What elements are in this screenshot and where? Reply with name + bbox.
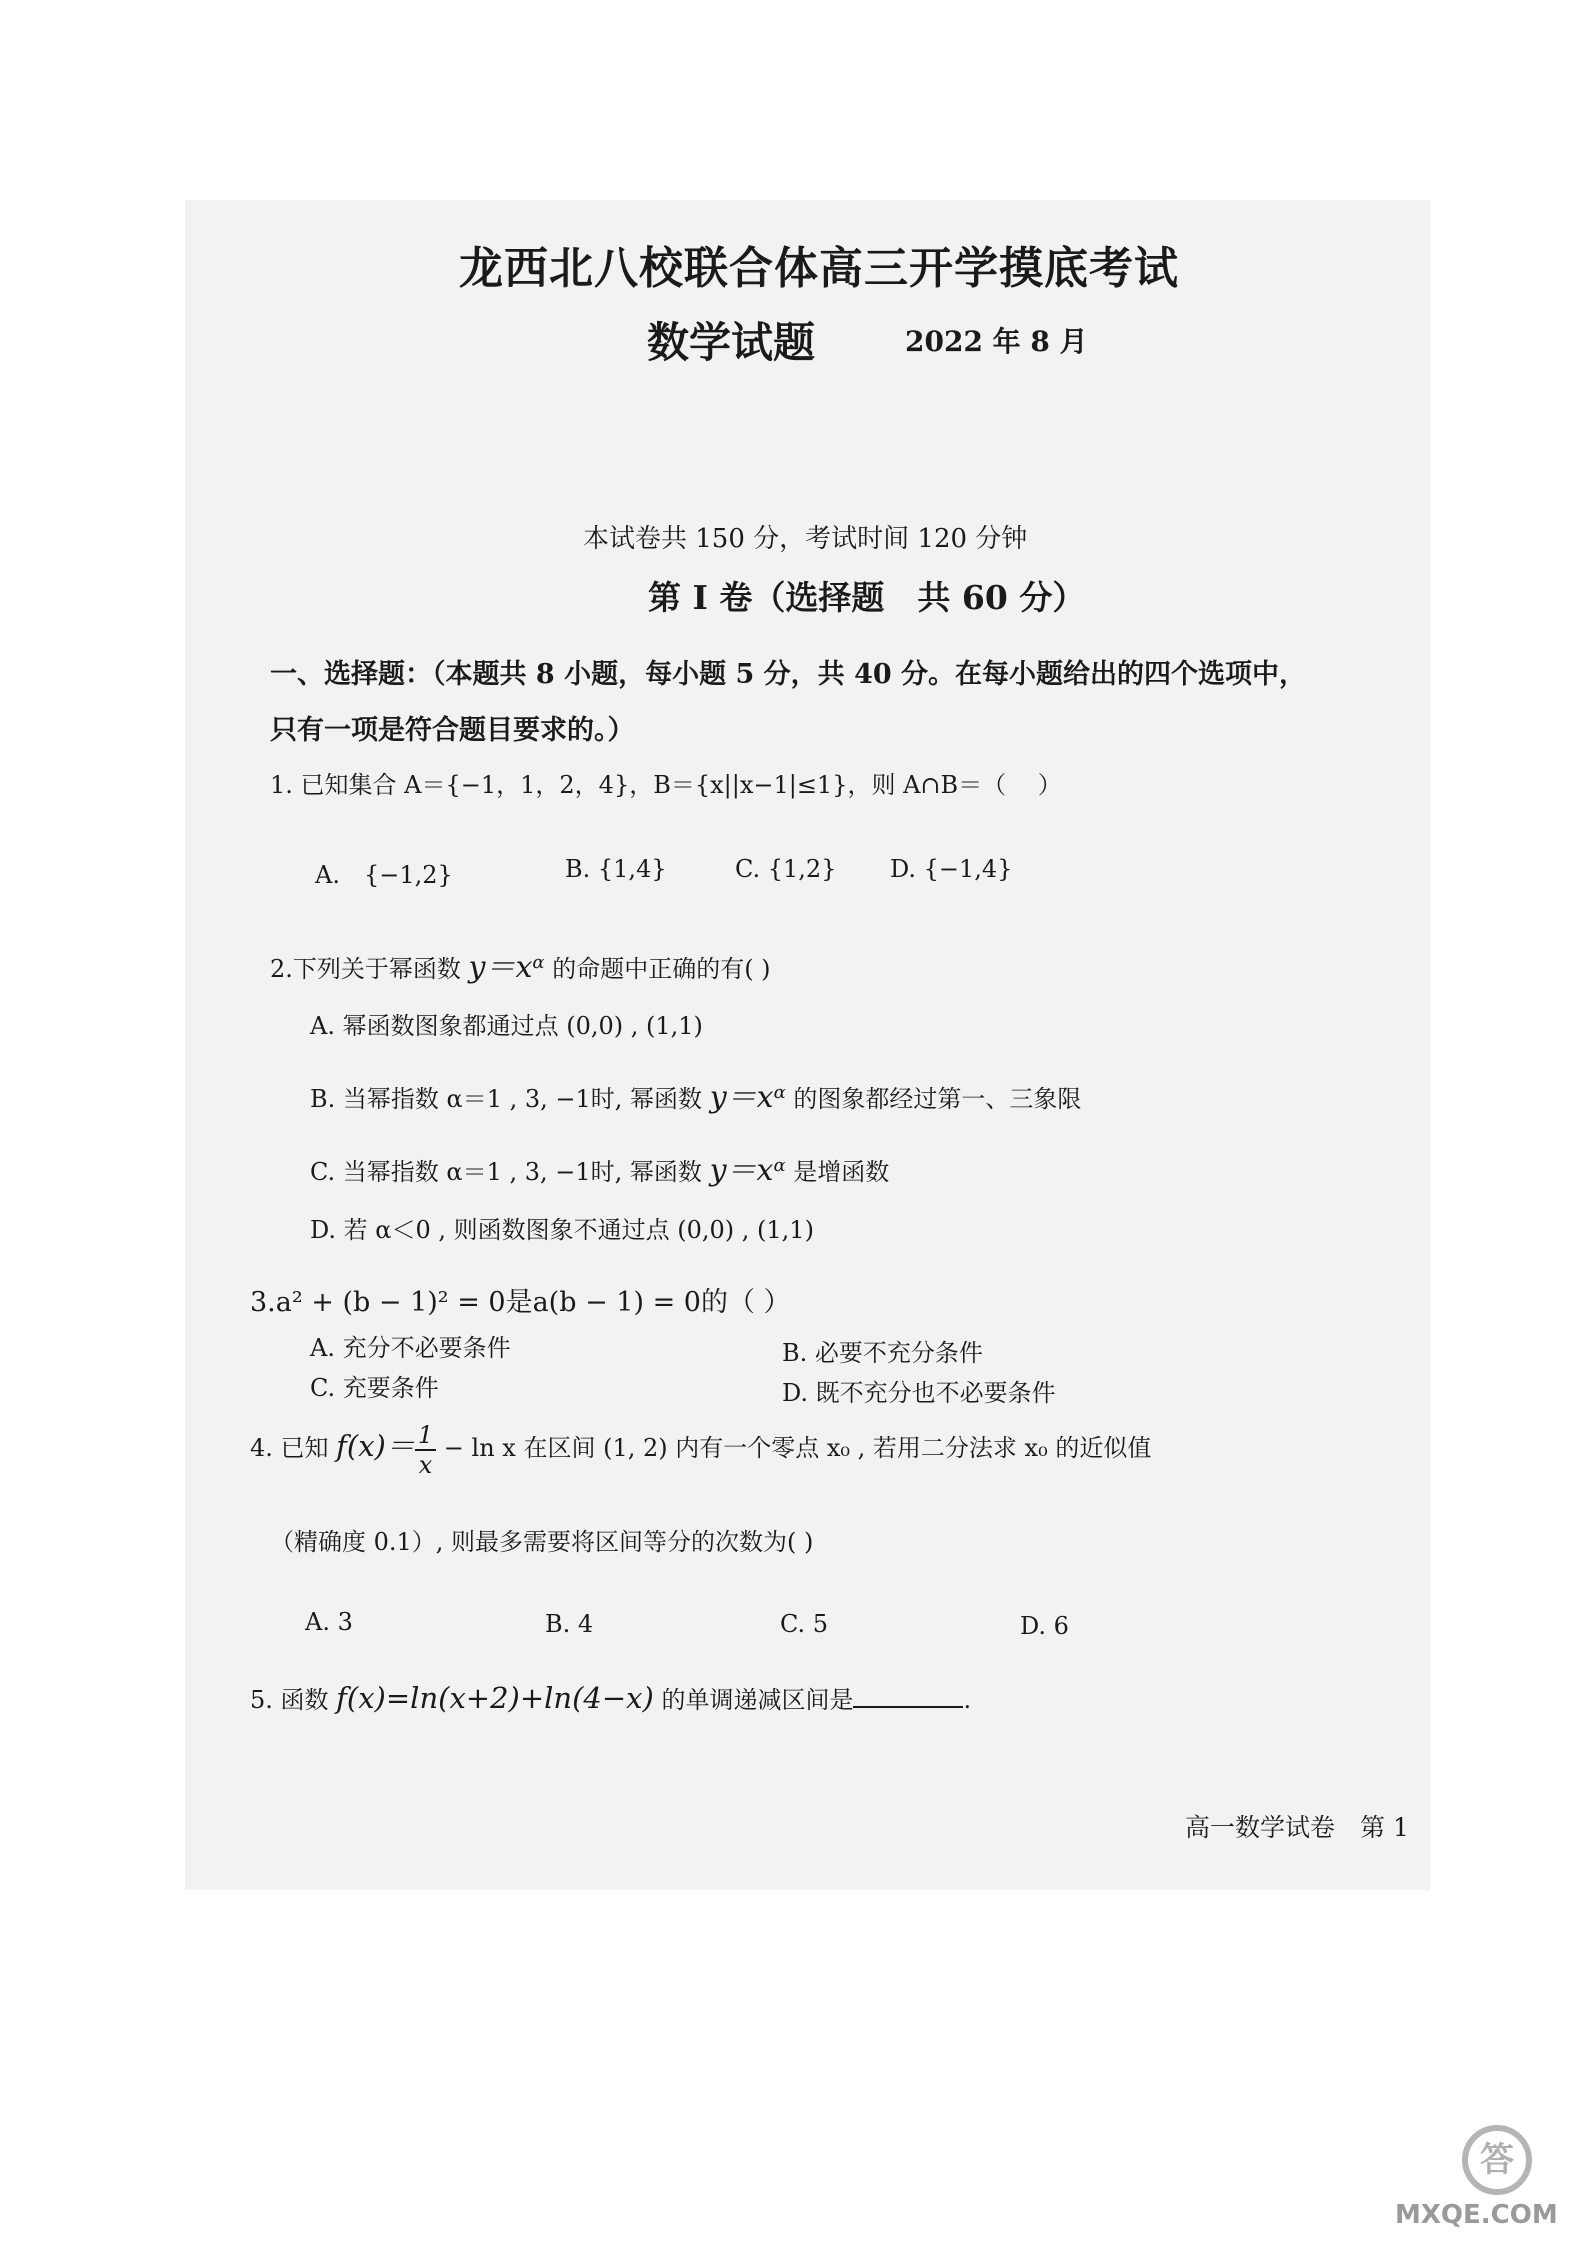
- question-5-stem: [250, 1680, 971, 1715]
- question-2-stem: [270, 942, 771, 986]
- question-4-fraction: [415, 1421, 436, 1479]
- question-1-stem: 1. 已知集合 A＝{−1，1，2，4}，B＝{x||x−1|≤1}，则 A∩B＝（ ）: [270, 771, 1062, 799]
- question-1-option-d: D. {−1,4}: [890, 855, 1013, 883]
- question-5-answer-blank: [853, 1684, 963, 1708]
- question-2-option-d: D. 若 α＜0 , 则函数图象不通过点 (0,0) , (1,1): [310, 1216, 814, 1244]
- question-2-stem-post: 的命题中正确的有( ): [544, 955, 771, 983]
- question-3-option-a: A. 充分不必要条件: [310, 1334, 511, 1362]
- exam-date: 2022 年 8 月: [905, 325, 1088, 358]
- exam-sheet: [185, 200, 1430, 1890]
- question-2-option-c-sup: α: [773, 1155, 786, 1176]
- question-5-math: f(x)=ln(x+2)+ln(4−x): [336, 1681, 654, 1715]
- watermark-text: MXQE.COM: [1395, 2200, 1558, 2230]
- question-2-option-c: [310, 1145, 889, 1189]
- question-4-line2: （精确度 0.1）, 则最多需要将区间等分的次数为( ): [270, 1528, 814, 1556]
- page-footer: 高一数学试卷 第 1: [1185, 1813, 1409, 1842]
- question-2-option-c-post: 是增函数: [785, 1158, 890, 1186]
- question-4-stem: [250, 1418, 1151, 1479]
- question-3-option-b: B. 必要不充分条件: [782, 1339, 983, 1367]
- question-5-end: .: [963, 1686, 972, 1714]
- question-2-math: y＝x: [468, 950, 533, 985]
- question-1-option-a: A. {−1,2}: [315, 861, 453, 889]
- section-heading-line1: 一、选择题：（本题共 8 小题，每小题 5 分，共 40 分。在每小题给出的四个选项中，: [270, 659, 1307, 690]
- question-4-fraction-numerator: 1: [415, 1421, 436, 1451]
- question-4-option-c: C. 5: [780, 1610, 829, 1638]
- exam-subtitle: 数学试题: [647, 318, 816, 367]
- question-4-fraction-denominator: x: [418, 1450, 433, 1479]
- question-2-stem-pre: 2.下列关于幂函数: [270, 955, 469, 983]
- question-2-option-b-pre: B. 当幂指数 α＝1 , 3, −1时, 幂函数: [310, 1085, 710, 1113]
- question-4-post: − ln x 在区间 (1, 2) 内有一个零点 x₀ , 若用二分法求 x₀ 的近似值: [436, 1434, 1152, 1462]
- question-2-option-c-math: y＝x: [709, 1153, 774, 1188]
- question-2-option-b: [310, 1072, 1081, 1116]
- question-2-math-sup: α: [532, 952, 545, 973]
- question-1-option-b: B. {1,4}: [565, 855, 667, 883]
- question-1-option-c: C. {1,2}: [735, 855, 837, 883]
- question-5-post: 的单调递减区间是: [653, 1686, 854, 1714]
- question-4-fx: f(x)＝: [336, 1429, 415, 1463]
- question-4-option-d: D. 6: [1020, 1612, 1069, 1640]
- question-2-option-b-math: y＝x: [709, 1080, 774, 1115]
- question-3-stem: 3.a² + (b − 1)² = 0是a(b − 1) = 0的（ ）: [250, 1287, 791, 1318]
- section-heading-line2: 只有一项是符合题目要求的。）: [270, 715, 635, 746]
- question-3-option-c: C. 充要条件: [310, 1374, 439, 1402]
- volume-heading: 第 I 卷（选择题 共 60 分）: [648, 578, 1086, 617]
- question-5-pre: 5. 函数: [250, 1686, 337, 1714]
- question-2-option-a: A. 幂函数图象都通过点 (0,0) , (1,1): [310, 1012, 703, 1040]
- question-4-option-b: B. 4: [545, 1610, 594, 1638]
- question-4-pre: 4. 已知: [250, 1434, 337, 1462]
- question-4-option-a: A. 3: [305, 1608, 353, 1636]
- exam-title: 龙西北八校联合体高三开学摸底考试: [459, 243, 1179, 294]
- question-3-option-d: D. 既不充分也不必要条件: [782, 1379, 1056, 1407]
- watermark-badge: 答: [1462, 2125, 1532, 2195]
- question-2-option-b-sup: α: [773, 1082, 786, 1103]
- question-2-option-b-post: 的图象都经过第一、三象限: [785, 1085, 1082, 1113]
- exam-info: 本试卷共 150 分，考试时间 120 分钟: [583, 524, 1028, 554]
- question-2-option-c-pre: C. 当幂指数 α＝1 , 3, −1时, 幂函数: [310, 1158, 710, 1186]
